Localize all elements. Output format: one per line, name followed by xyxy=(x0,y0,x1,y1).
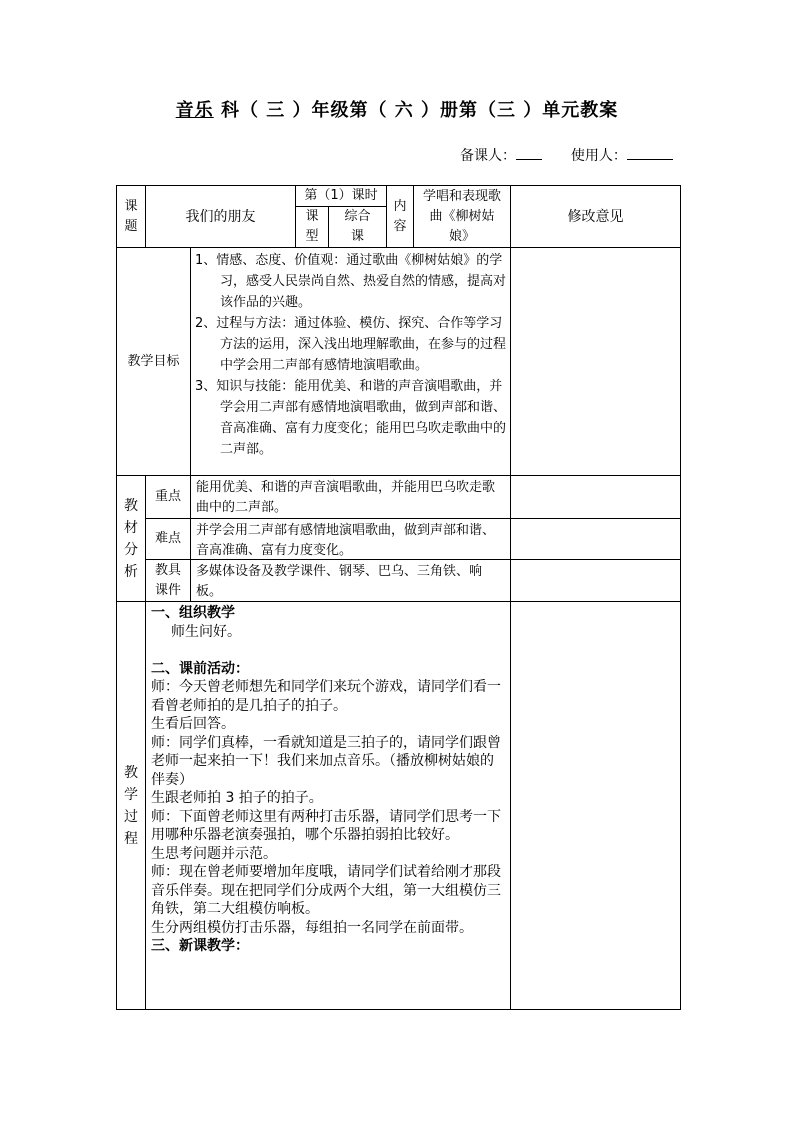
goals-revise xyxy=(510,247,681,476)
tools-label: 教具课件 xyxy=(145,559,191,602)
key-revise xyxy=(510,475,681,519)
hard-revise xyxy=(510,518,681,560)
user-label: 使用人： xyxy=(570,148,627,164)
process-line: 师：现在曾老师要增加年度哦，请同学们试着给刚才那段音乐伴奏。现在把同学们分成两个大组，第一大组模仿三角铁，第二大组模仿响板。 xyxy=(151,864,501,917)
preparer-blank xyxy=(516,145,542,160)
process-line: 生分两组模仿打击乐器，每组拍一名同学在前面带。 xyxy=(151,919,473,936)
goal-item: 2、过程与方法：通过体验、模仿、探究、合作等学习方法的运用，深入浅出地理解歌曲，在参与的过程中学会用二声部有感情地演唱歌曲。 xyxy=(195,316,507,373)
key-label: 重点 xyxy=(145,475,191,519)
revise-label: 修改意见 xyxy=(510,185,681,248)
content-label: 内容 xyxy=(386,185,414,248)
process-heading: 三、新课教学： xyxy=(151,938,249,954)
preparer-label: 备课人： xyxy=(460,148,516,164)
process-line: 师：下面曾老师这里有两种打击乐器，请同学们思考一下用哪种乐器老演奏强拍，哪个乐器拍弱拍比较好。 xyxy=(151,808,501,843)
hard-value: 并学会用二声部有感情地演唱歌曲，做到声部和谐、音高准确、富有力度变化。 xyxy=(190,518,511,560)
topic-label: 课题 xyxy=(116,185,146,248)
tools-revise xyxy=(510,559,681,602)
process-line: 生思考问题并示范。 xyxy=(151,845,277,862)
process-line: 师生问好。 xyxy=(171,623,241,640)
goal-item: 3、知识与技能：能用优美、和谐的声音演唱歌曲，并学会用二声部有感情地演唱歌曲，做到声部和谐、音高准确、富有力度变化；能用巴乌吹走歌曲中的二声部。 xyxy=(195,379,507,457)
tools-value: 多媒体设备及教学课件、钢琴、巴乌、三角铁、响板。 xyxy=(190,559,511,602)
type-label: 课型 xyxy=(295,206,329,248)
topic-value: 我们的朋友 xyxy=(145,185,296,248)
goals-content xyxy=(190,247,511,476)
type-value: 综合课 xyxy=(328,206,387,248)
period-label: 第（1）课时 xyxy=(295,185,387,207)
process-content xyxy=(145,601,511,1010)
process-revise xyxy=(510,601,681,1010)
lesson-plan-table xyxy=(116,185,681,1010)
subject-name: 音乐 xyxy=(175,100,214,121)
process-line: 师：同学们真棒，一看就知道是三拍子的，请同学们跟曾老师一起来拍一下！我们来加点音乐。（播放柳树姑娘的伴奏） xyxy=(151,734,501,788)
process-label: 教 学 过 程 xyxy=(116,601,146,1010)
page-title xyxy=(0,96,794,122)
preparer-line xyxy=(460,145,673,165)
process-spacer xyxy=(151,641,507,660)
content-value: 学唱和表现歌曲《柳树姑娘》 xyxy=(413,185,511,248)
process-heading: 一、组织教学 xyxy=(151,605,235,621)
title-rest: 科（ 三 ）年级第（ 六 ）册第（三 ）单元教案 xyxy=(213,100,619,121)
process-line: 生跟老师拍 3 拍子的拍子。 xyxy=(151,790,323,806)
key-value: 能用优美、和谐的声音演唱歌曲，并能用巴乌吹走歌曲中的二声部。 xyxy=(190,475,511,519)
hard-label: 难点 xyxy=(145,518,191,560)
goal-item: 1、情感、态度、价值观：通过歌曲《柳树姑娘》的学习，感受人民崇尚自然、热爱自然的情感，提高对该作品的兴趣。 xyxy=(195,253,507,310)
process-line: 师：今天曾老师想先和同学们来玩个游戏，请同学们看一看曾老师拍的是几拍子的拍子。 xyxy=(151,679,501,714)
user-blank xyxy=(627,145,673,160)
process-line: 生看后回答。 xyxy=(151,716,235,732)
material-label: 教 材 分 析 xyxy=(116,475,146,602)
process-heading: 二、课前活动： xyxy=(151,660,249,677)
goals-label: 教学目标 xyxy=(116,247,191,476)
